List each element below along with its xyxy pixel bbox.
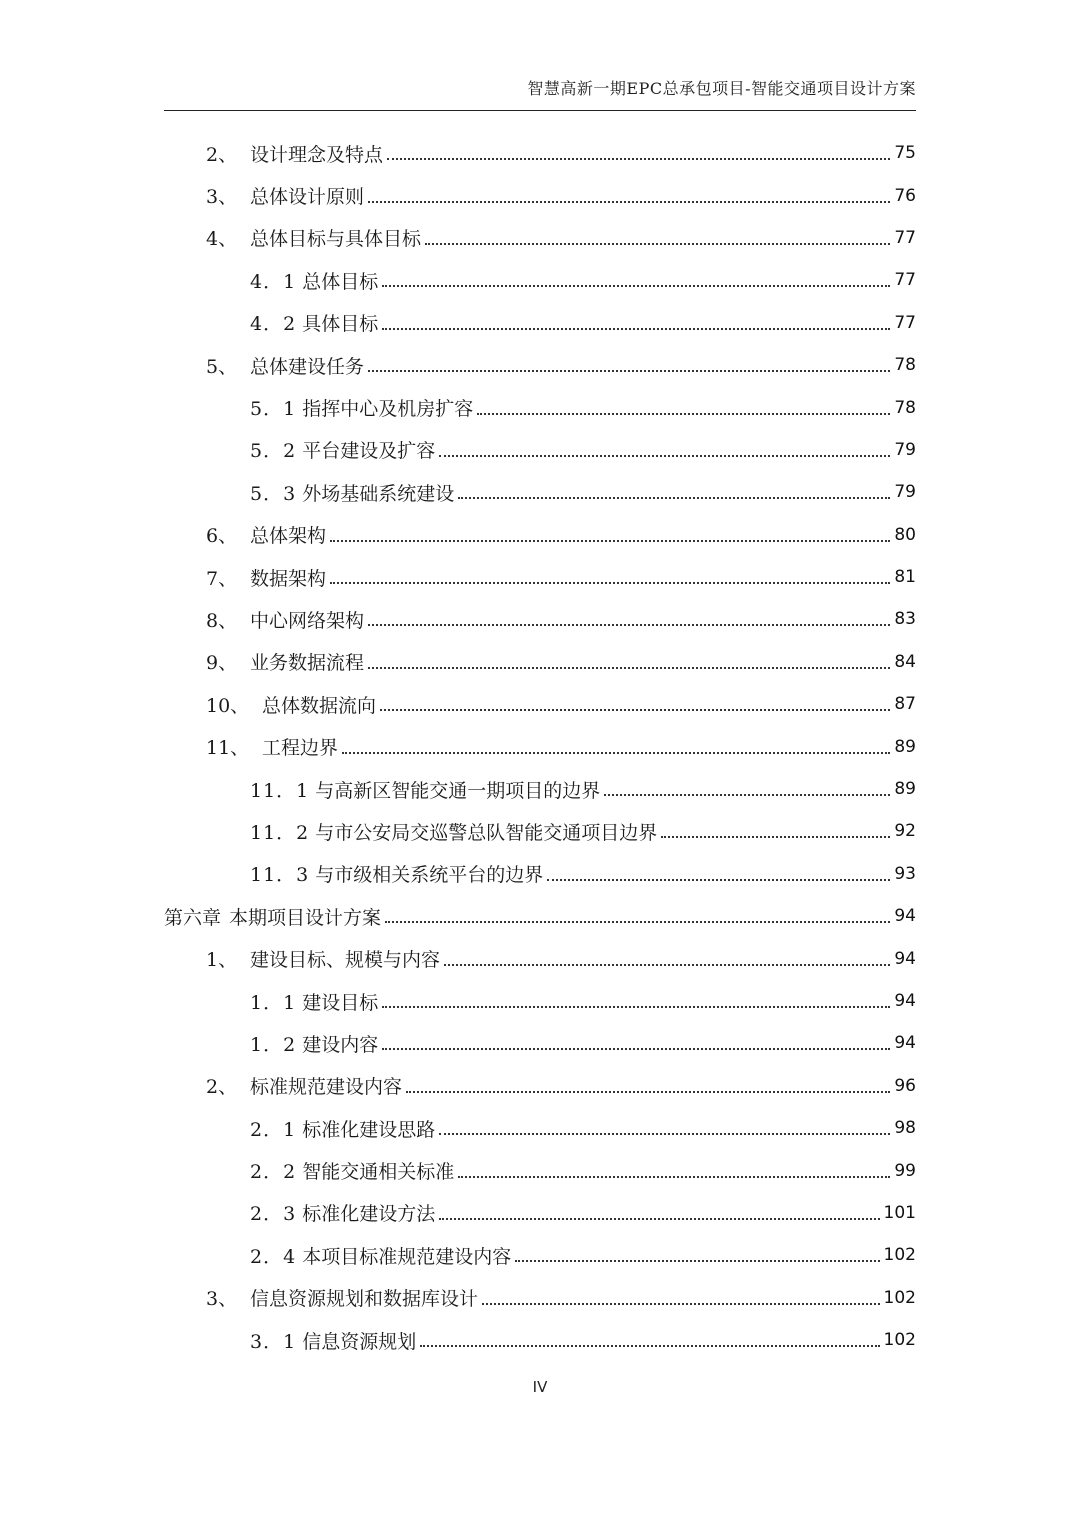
toc-entry-number: 2、: [206, 143, 238, 166]
toc-entry-number: 3．1: [250, 1330, 297, 1353]
toc-entry-number: 11、: [206, 737, 250, 760]
toc-entry[interactable]: [164, 302, 916, 344]
toc-entry-number: 3、: [206, 186, 238, 209]
toc-entry-number: 11．2: [250, 821, 310, 844]
toc-dot-leader: [330, 540, 890, 542]
toc-dot-leader: [387, 158, 890, 160]
toc-entry-number: 2、: [206, 1076, 238, 1099]
toc-dot-leader: [382, 285, 890, 287]
toc-entry-title: 标准化建设方法: [302, 1203, 436, 1226]
toc-entry-title: 信息资源规划: [302, 1330, 417, 1353]
toc-entry[interactable]: [164, 1277, 916, 1319]
toc-entry[interactable]: [164, 1107, 916, 1149]
toc-dot-leader: [330, 582, 890, 584]
toc-entry-page: 75: [894, 143, 916, 164]
toc-dot-leader: [425, 243, 890, 245]
toc-entry-number: 2．1: [250, 1118, 297, 1141]
toc-entry-title: 数据架构: [250, 567, 327, 590]
toc-entry-page: 94: [894, 991, 916, 1011]
toc-entry[interactable]: [164, 1149, 916, 1191]
header-rule: [164, 110, 916, 111]
toc-entry[interactable]: [164, 514, 916, 556]
toc-dot-leader: [661, 836, 890, 838]
toc-entry-title: 总体目标: [302, 270, 379, 293]
toc-entry-number: 6、: [206, 525, 238, 548]
toc-entry-number: 1．1: [250, 991, 297, 1014]
toc-entry-page: 83: [894, 609, 916, 630]
toc-entry-title: 本期项目设计方案: [229, 906, 382, 929]
toc-entry-title: 外场基础系统建设: [302, 482, 455, 505]
toc-entry[interactable]: [164, 641, 916, 683]
toc-dot-leader: [458, 1176, 890, 1178]
toc-entry-page: 102: [883, 1287, 916, 1308]
toc-entry[interactable]: [164, 429, 916, 471]
toc-entry-title: 与高新区智能交通一期项目的边界: [315, 779, 601, 802]
toc-dot-leader: [368, 201, 890, 203]
page-number: IV: [532, 1378, 548, 1396]
toc-entry[interactable]: [164, 1192, 916, 1234]
toc-entry[interactable]: [164, 471, 916, 513]
toc-entry[interactable]: [164, 386, 916, 428]
toc-dot-leader: [482, 1303, 880, 1305]
toc-entry[interactable]: [164, 853, 916, 895]
toc-entry-number: 2．4: [250, 1245, 297, 1268]
toc-entry-page: 89: [894, 779, 916, 800]
toc-entry[interactable]: [164, 810, 916, 852]
toc-entry-page: 78: [894, 397, 916, 418]
toc-entry-page: 77: [894, 227, 916, 248]
toc-entry[interactable]: [164, 937, 916, 979]
toc-entry-number: 10、: [206, 694, 250, 717]
toc-entry-number: 1．2: [250, 1033, 297, 1056]
toc-entry-page: 78: [894, 355, 916, 376]
toc-entry-page: 94: [894, 906, 916, 927]
toc-dot-leader: [515, 1260, 879, 1262]
toc-entry-page: 77: [894, 270, 916, 291]
toc-entry-page: 81: [894, 567, 916, 588]
toc-dot-leader: [368, 667, 890, 669]
toc-entry-title: 具体目标: [302, 313, 379, 336]
toc-entry-title: 总体建设任务: [250, 355, 365, 378]
toc-entry-title: 设计理念及特点: [250, 143, 384, 166]
toc-entry-number: 4．2: [250, 313, 297, 336]
toc-entry-page: 94: [894, 948, 916, 969]
toc-entry-title: 与市公安局交巡警总队智能交通项目边界: [315, 821, 658, 844]
toc-entry-title: 智能交通相关标准: [302, 1161, 455, 1184]
toc-entry-title: 业务数据流程: [250, 652, 365, 675]
toc-entry-number: 5、: [206, 355, 238, 378]
toc-entry-page: 79: [894, 439, 916, 460]
toc-entry[interactable]: [164, 174, 916, 216]
toc-entry-number: 11．3: [250, 864, 310, 887]
toc-entry[interactable]: [164, 725, 916, 767]
toc-entry-page: 99: [894, 1160, 916, 1181]
toc-entry-number: 7、: [206, 567, 238, 590]
toc-entry-number: 4．1: [250, 270, 297, 293]
toc-entry-page: 89: [894, 736, 916, 757]
toc-entry[interactable]: [164, 895, 916, 937]
toc-entry-title: 本项目标准规范建设内容: [302, 1245, 512, 1268]
toc-entry-title: 建设目标: [302, 991, 379, 1014]
toc-dot-leader: [382, 328, 890, 330]
toc-entry-title: 中心网络架构: [250, 609, 365, 632]
toc-entry[interactable]: [164, 259, 916, 301]
toc-entry-title: 总体目标与具体目标: [250, 228, 422, 251]
toc-dot-leader: [458, 497, 890, 499]
running-header-title: 智慧高新一期EPC总承包项目-智能交通项目设计方案: [527, 79, 916, 98]
toc-entry-number: 8、: [206, 609, 238, 632]
toc-dot-leader: [547, 879, 890, 881]
toc-entry-number: 11．1: [250, 779, 310, 802]
toc-entry-title: 指挥中心及机房扩容: [302, 398, 474, 421]
toc-entry[interactable]: [164, 768, 916, 810]
toc-entry-number: 5．3: [250, 482, 297, 505]
toc-entry-number: 5．2: [250, 440, 297, 463]
toc-dot-leader: [444, 964, 890, 966]
toc-entry[interactable]: [164, 598, 916, 640]
toc-dot-leader: [382, 1006, 890, 1008]
toc-entry-title: 总体设计原则: [250, 186, 365, 209]
toc-dot-leader: [406, 1091, 890, 1093]
toc-entry-page: 94: [894, 1033, 916, 1054]
toc-entry-title: 建设内容: [302, 1033, 379, 1056]
toc-dot-leader: [477, 413, 890, 415]
toc-entry-number: 第六章: [164, 906, 222, 929]
toc-entry[interactable]: [164, 556, 916, 598]
toc-dot-leader: [439, 1218, 879, 1220]
toc-entry-number: 5．1: [250, 398, 297, 421]
toc-entry[interactable]: [164, 217, 916, 259]
toc-entry-title: 与市级相关系统平台的边界: [315, 864, 544, 887]
toc-dot-leader: [368, 624, 890, 626]
toc-dot-leader: [439, 455, 890, 457]
toc-entry-page: 77: [894, 312, 916, 333]
toc-entry-page: 102: [883, 1245, 916, 1266]
toc-dot-leader: [385, 921, 890, 923]
toc-entry-page: 84: [894, 651, 916, 672]
toc-entry-page: 101: [883, 1202, 916, 1223]
toc-entry-title: 总体数据流向: [262, 694, 377, 717]
toc-dot-leader: [380, 709, 890, 711]
toc-entry-page: 93: [894, 863, 916, 884]
toc-entry-page: 76: [894, 185, 916, 206]
toc-entry-page: 92: [894, 821, 916, 842]
toc-entry[interactable]: [164, 683, 916, 725]
toc-entry-page: 96: [894, 1075, 916, 1096]
toc-dot-leader: [342, 752, 890, 754]
toc-entry-title: 总体架构: [250, 525, 327, 548]
toc-entry-title: 信息资源规划和数据库设计: [250, 1288, 479, 1311]
toc-entry-title: 建设目标、规模与内容: [250, 949, 441, 972]
toc-entry-page: 79: [894, 482, 916, 503]
toc-entry[interactable]: [164, 344, 916, 386]
toc-dot-leader: [439, 1133, 890, 1135]
toc-dot-leader: [382, 1048, 890, 1050]
toc-entry-title: 标准化建设思路: [302, 1118, 436, 1141]
toc-entry-number: 3、: [206, 1288, 238, 1311]
toc-entry-number: 2．3: [250, 1203, 297, 1226]
toc-entry[interactable]: [164, 1065, 916, 1107]
toc-entry-number: 1、: [206, 949, 238, 972]
toc-entry-number: 2．2: [250, 1161, 297, 1184]
toc-dot-leader: [368, 370, 890, 372]
toc-entry-title: 工程边界: [262, 737, 339, 760]
toc-entry-page: 80: [894, 524, 916, 545]
toc-entry-page: 102: [883, 1330, 916, 1351]
toc-entry-number: 9、: [206, 652, 238, 675]
toc-dot-leader: [420, 1345, 879, 1347]
toc-entry[interactable]: [164, 1319, 916, 1361]
toc-entry[interactable]: [164, 1022, 916, 1064]
toc-dot-leader: [604, 794, 890, 796]
toc-entry-page: 87: [894, 694, 916, 715]
toc-entry[interactable]: [164, 132, 916, 174]
toc-entry-title: 平台建设及扩容: [302, 440, 436, 463]
table-of-contents: [164, 132, 916, 1361]
toc-entry-title: 标准规范建设内容: [250, 1076, 403, 1099]
toc-entry-page: 98: [894, 1118, 916, 1139]
toc-entry-number: 4、: [206, 228, 238, 251]
toc-entry[interactable]: [164, 1234, 916, 1276]
toc-entry[interactable]: [164, 980, 916, 1022]
